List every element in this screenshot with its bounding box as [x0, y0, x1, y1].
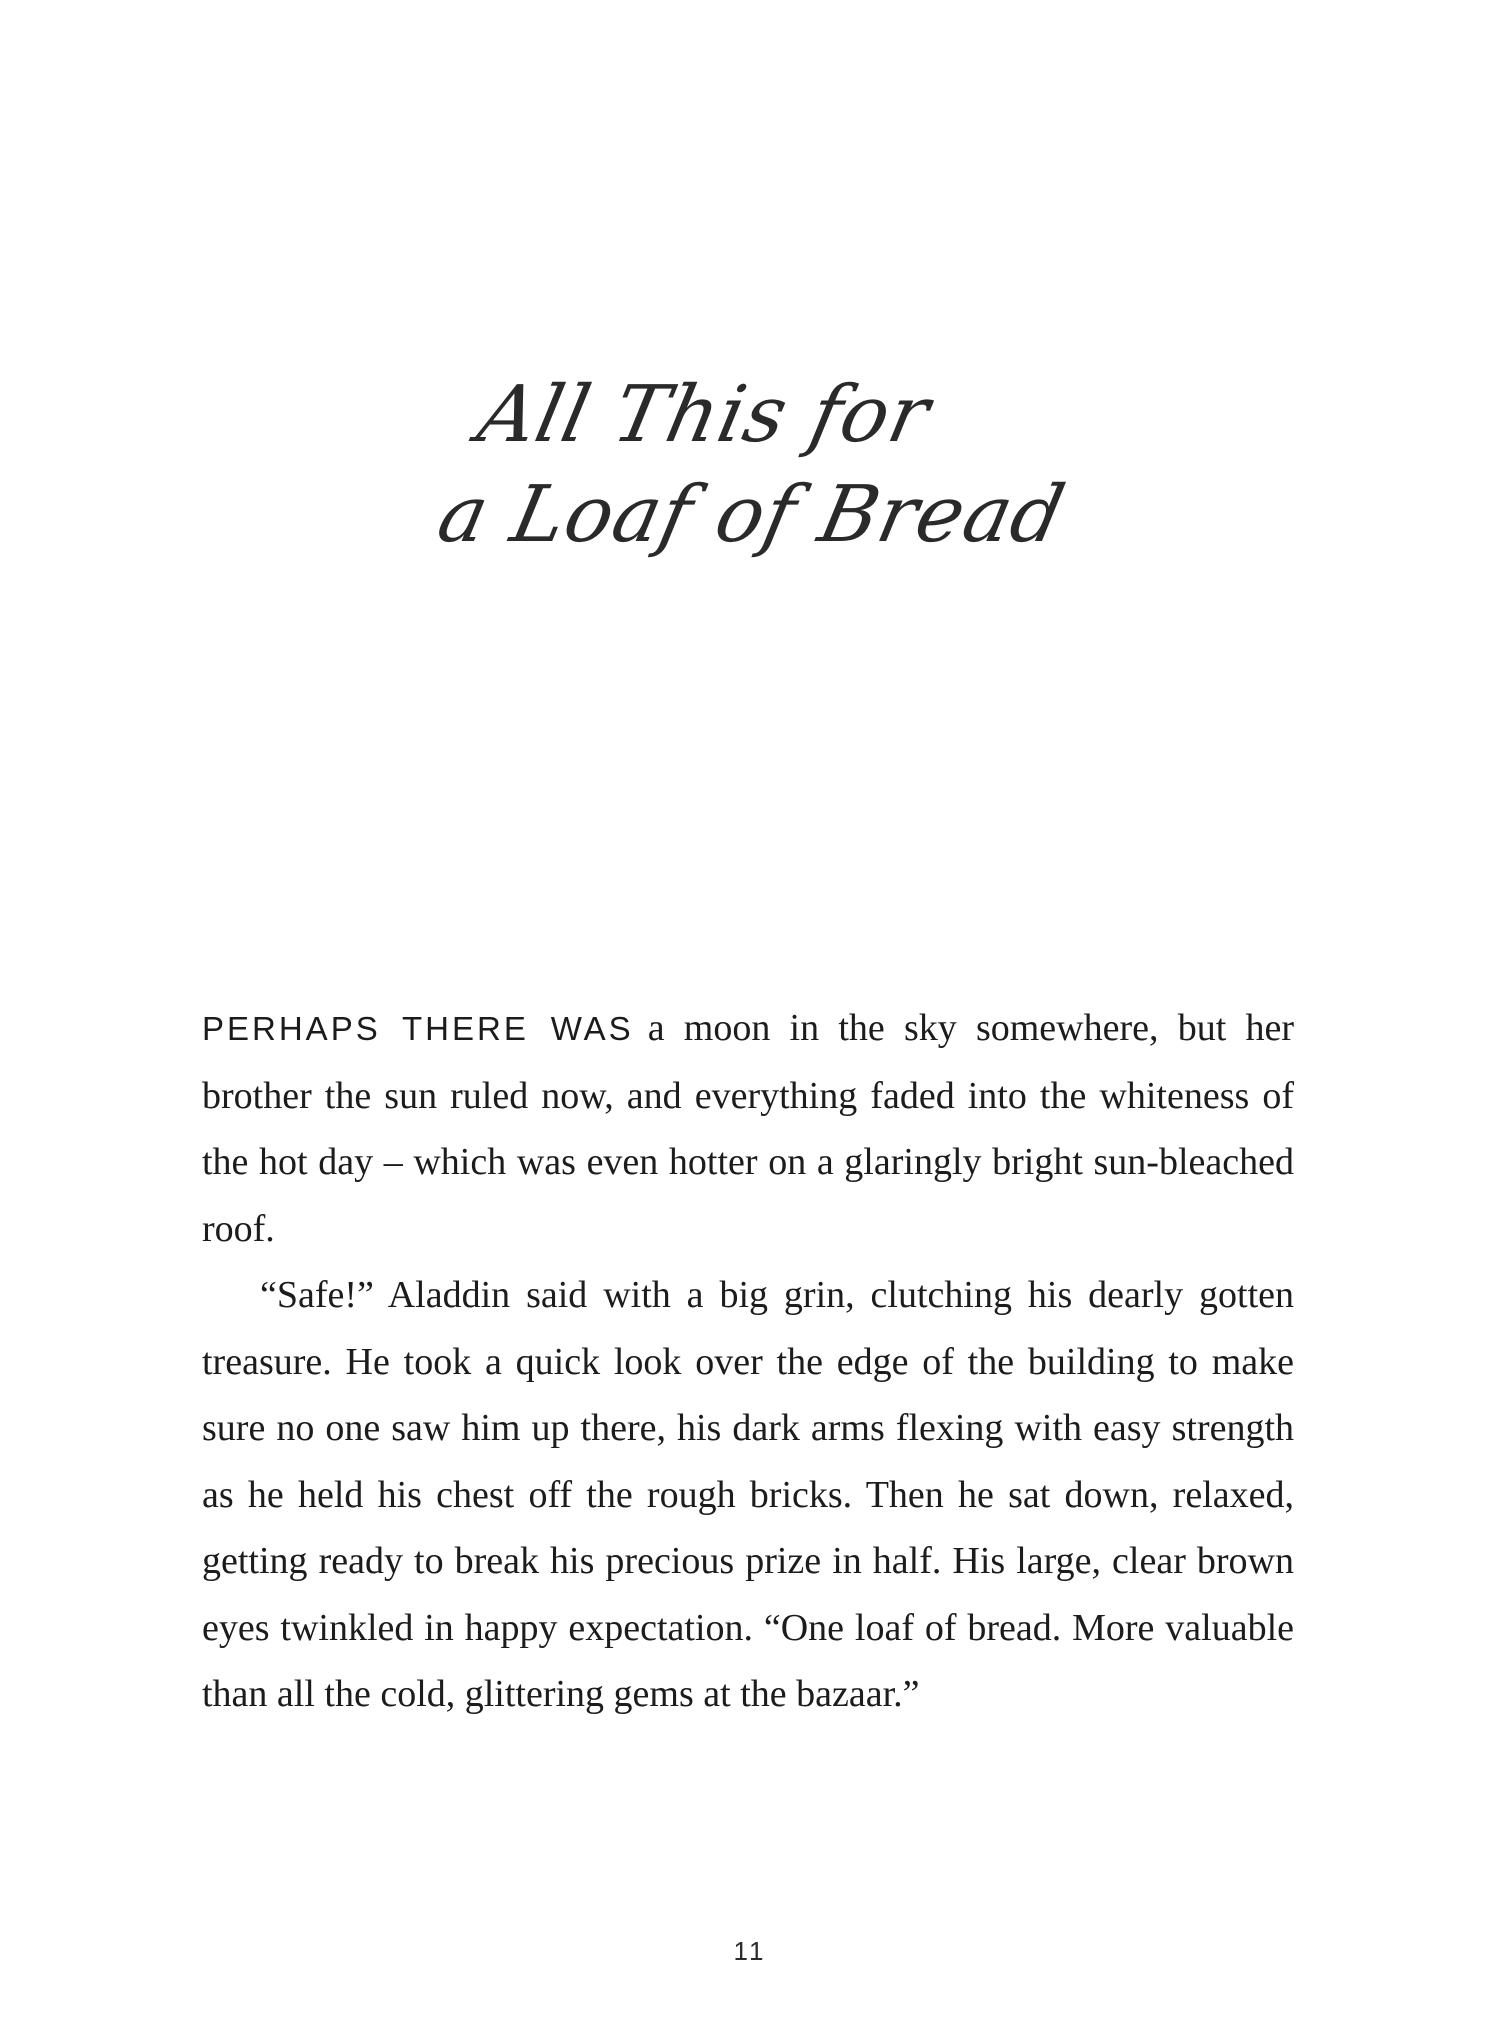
chapter-title	[420, 350, 1120, 590]
chapter-title-line-1: All This for	[470, 370, 938, 460]
paragraph-1-text: a moon in the sky somewhere, but her brother the sun ruled now, and everything faded into the whiteness of the hot day – which was even hotter on a glaringly bright sun-bleached roof.	[202, 1007, 1295, 1250]
opening-smallcaps: PERHAPS THERE WAS	[202, 1010, 634, 1047]
chapter-title-line-2: a Loaf of Bread	[430, 470, 1073, 560]
page-number: 11	[733, 1936, 767, 1966]
paragraph-2: “Safe!” Aladdin said with a big grin, clutching his dearly gotten treasure. He took a quick look over the edge of the building to make sure no one saw him up there, his dark arms flexing with easy strength as he held his chest off the rough bricks. Then he sat down, relaxed, getting ready to break his precious prize in half. His large, clear brown eyes twinkled in happy expectation. “One loaf of bread. More valuable than all the cold, glittering gems at the bazaar.”	[202, 1274, 1294, 1715]
paragraph-1	[202, 995, 1294, 1262]
chapter-body	[202, 995, 1294, 1728]
